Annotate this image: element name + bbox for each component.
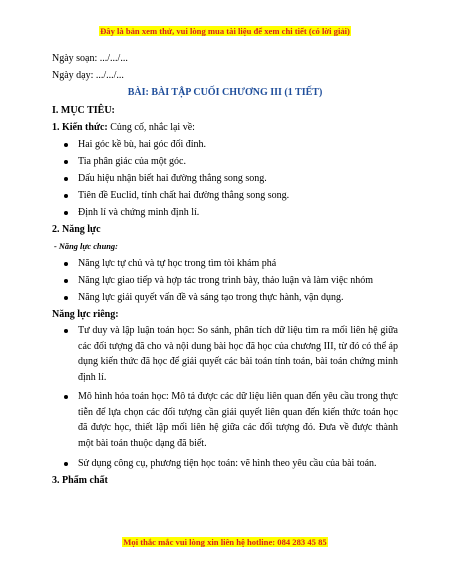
preview-notice-text: Đây là bản xem thử, vui lòng mua tài liệu để xem chi tiết (có lời giải) [100,26,350,36]
quality-heading: 3. Phẩm chất [52,475,108,486]
list-item: Hai góc kề bù, hai góc đối đỉnh. [52,136,398,153]
list-item: Mô hình hóa toán học: Mô tả được các dữ liệu liên quan đến yêu cầu trong thực tiễn để lựa chọn các đối tượng cần giải quyết liên quan đến kiến thức toán học đã được học, thiết lập mối liên hệ giữa các đối tượng đó. Đưa về được thành một bài toán thuộc dạng đã biết. [52,389,398,455]
list-item: Năng lực giải quyết vấn đề và sáng tạo trong thực hành, vận dụng. [52,289,398,306]
hotline-text: Mọi thắc mắc vui lòng xin liên hệ hotline: 084 283 45 85 [123,537,327,547]
preview-notice-banner [0,26,450,36]
general-competency-heading: - Năng lực chung: [54,242,118,251]
knowledge-heading [52,119,398,136]
document-body [52,50,398,489]
lesson-title: BÀI: BÀI TẬP CUỐI CHƯƠNG III (1 TIẾT) [127,87,323,98]
list-item: Định lí và chứng minh định lí. [52,204,398,221]
list-item: Dấu hiệu nhận biết hai đường thẳng song song. [52,170,398,187]
list-item: Tư duy và lập luận toán học: So sánh, phân tích dữ liệu tìm ra mối liên hệ giữa các đối tượng đã cho và nội dung bài học đã học của chương III, từ đó có thể áp dụng kiến thức đã học để giải quyết các bài toán tính toán, bài toán chứng minh định lí. [52,323,398,389]
list-item: Tiên đề Euclid, tính chất hai đường thẳng song song. [52,187,398,204]
list-item: Năng lực tự chủ và tự học trong tìm tòi khám phá [52,255,398,272]
hotline-banner [0,537,450,547]
competency-heading: 2. Năng lực [52,224,101,235]
section-objectives: I. MỤC TIÊU: [52,105,115,116]
list-item: Sử dụng công cụ, phương tiện học toán: vẽ hình theo yêu cầu của bài toán. [52,455,398,472]
list-item: Năng lực giao tiếp và hợp tác trong trình bày, thảo luận và làm việc nhóm [52,272,398,289]
date-prepared: Ngày soạn: .../.../... [52,53,128,64]
list-item: Tia phân giác của một góc. [52,153,398,170]
specific-competency-heading: Năng lực riêng: [52,309,119,320]
knowledge-intro: Củng cố, nhắc lại về: [107,122,195,133]
knowledge-label: 1. Kiến thức: [52,122,108,133]
date-taught: Ngày dạy: .../.../... [52,70,124,81]
